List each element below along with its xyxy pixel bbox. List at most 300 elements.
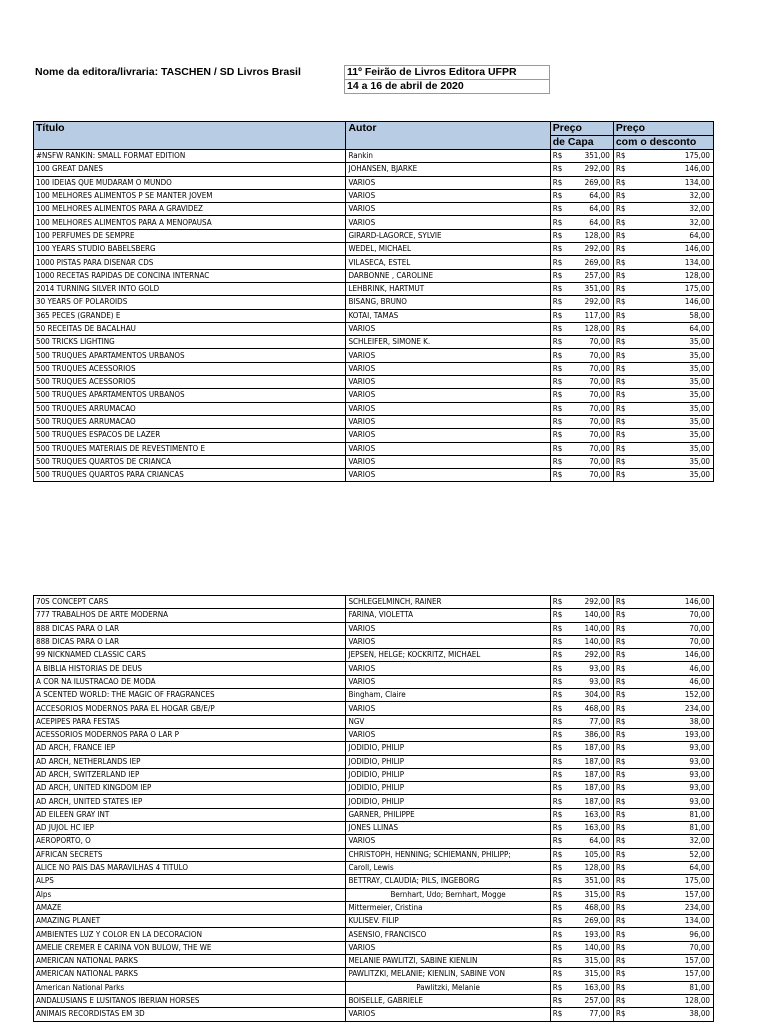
amount: 146,00	[684, 597, 710, 607]
book-title: 365 PECES (GRANDE) E	[34, 309, 346, 322]
book-title: AMBIENTES LUZ Y COLOR EN LA DECORACION	[34, 928, 346, 941]
amount: 35,00	[689, 337, 710, 347]
book-author: VARIOS	[346, 376, 550, 389]
discount-price	[613, 336, 713, 349]
amount: 70,00	[589, 390, 610, 400]
book-title: ALICE NO PAIS DAS MARAVILHAS 4 TITULO	[34, 861, 346, 874]
book-title: A BIBLIA HISTORIAS DE DEUS	[34, 662, 346, 675]
amount: 46,00	[689, 676, 710, 686]
book-author: VARIOS	[346, 349, 550, 362]
currency-symbol: R$	[552, 650, 563, 660]
cover-price	[550, 635, 613, 648]
currency-symbol: R$	[552, 996, 563, 1006]
cover-price	[550, 715, 613, 728]
table-row	[34, 389, 714, 402]
table-row	[34, 994, 714, 1007]
book-author: VARIOS	[346, 442, 550, 455]
currency-symbol: R$	[615, 217, 626, 227]
cover-price	[550, 888, 613, 901]
currency-symbol: R$	[552, 377, 563, 387]
book-title: AD ARCH, UNITED STATES IEP	[34, 795, 346, 808]
cover-price	[550, 702, 613, 715]
discount-price	[613, 715, 713, 728]
currency-symbol: R$	[615, 1009, 626, 1019]
amount: 157,00	[684, 889, 710, 899]
cover-price	[550, 662, 613, 675]
table-row	[34, 768, 714, 781]
table-row	[34, 848, 714, 861]
cover-price	[550, 994, 613, 1007]
book-title: #NSFW RANKIN: SMALL FORMAT EDITION	[34, 150, 346, 163]
table-row	[34, 649, 714, 662]
cover-price	[550, 203, 613, 216]
book-author: VARIOS	[346, 455, 550, 468]
currency-symbol: R$	[552, 390, 563, 400]
discount-price	[613, 822, 713, 835]
discount-price	[613, 649, 713, 662]
table-row	[34, 782, 714, 795]
amount: 152,00	[684, 690, 710, 700]
table-row	[34, 349, 714, 362]
amount: 140,00	[584, 610, 610, 620]
table-row	[34, 968, 714, 981]
amount: 128,00	[584, 863, 610, 873]
amount: 351,00	[584, 284, 610, 294]
currency-symbol: R$	[615, 996, 626, 1006]
table-row	[34, 269, 714, 282]
table-row	[34, 229, 714, 242]
amount: 269,00	[584, 177, 610, 187]
amount: 32,00	[689, 217, 710, 227]
currency-symbol: R$	[552, 836, 563, 846]
book-author: PAWLITZKI, MELANIE; KIENLIN, SABINE VON	[346, 968, 550, 981]
amount: 234,00	[684, 703, 710, 713]
book-title: 99 NICKNAMED CLASSIC CARS	[34, 649, 346, 662]
book-author: BETTRAY, CLAUDIA; PILS, INGEBORG	[346, 875, 550, 888]
amount: 351,00	[584, 876, 610, 886]
currency-symbol: R$	[615, 403, 626, 413]
cover-price	[550, 455, 613, 468]
currency-symbol: R$	[615, 270, 626, 280]
currency-symbol: R$	[615, 623, 626, 633]
currency-symbol: R$	[615, 703, 626, 713]
book-author: VARIOS	[346, 941, 550, 954]
table-row	[34, 243, 714, 256]
amount: 468,00	[584, 703, 610, 713]
book-title: AMAZING PLANET	[34, 915, 346, 928]
currency-symbol: R$	[552, 297, 563, 307]
book-title: 500 TRUQUES APARTAMENTOS URBANOS	[34, 349, 346, 362]
discount-price	[613, 875, 713, 888]
cover-price	[550, 649, 613, 662]
book-author: VARIOS	[346, 702, 550, 715]
table-row	[34, 861, 714, 874]
currency-symbol: R$	[552, 1009, 563, 1019]
discount-price	[613, 376, 713, 389]
discount-price	[613, 848, 713, 861]
book-author: VARIOS	[346, 728, 550, 741]
discount-price	[613, 469, 713, 482]
currency-symbol: R$	[615, 257, 626, 267]
discount-price	[613, 981, 713, 994]
amount: 128,00	[584, 324, 610, 333]
discount-price	[613, 795, 713, 808]
cover-price	[550, 689, 613, 702]
currency-symbol: R$	[615, 470, 626, 480]
amount: 64,00	[589, 217, 610, 227]
amount: 93,00	[689, 743, 710, 753]
amount: 32,00	[689, 191, 710, 201]
book-author: DARBONNE , CAROLINE	[346, 269, 550, 282]
book-title: AMERICAN NATIONAL PARKS	[34, 968, 346, 981]
currency-symbol: R$	[615, 151, 626, 161]
table-row	[34, 282, 714, 295]
amount: 35,00	[689, 390, 710, 400]
cover-price	[550, 808, 613, 821]
table-row	[34, 296, 714, 309]
book-title: 100 YEARS STUDIO BABELSBERG	[34, 243, 346, 256]
amount: 187,00	[584, 783, 610, 793]
cover-price	[550, 469, 613, 482]
currency-symbol: R$	[615, 230, 626, 240]
table-row	[34, 941, 714, 954]
amount: 304,00	[584, 690, 610, 700]
book-title: 100 MELHORES ALIMENTOS PARA A MENOPAUSA	[34, 216, 346, 229]
book-author: KOTAI, TAMAS	[346, 309, 550, 322]
amount: 157,00	[684, 956, 710, 966]
currency-symbol: R$	[552, 310, 563, 320]
currency-symbol: R$	[615, 836, 626, 846]
amount: 70,00	[589, 470, 610, 480]
currency-symbol: R$	[552, 623, 563, 633]
table-row	[34, 955, 714, 968]
book-title: 50 RECEITAS DE BACALHAU	[34, 322, 346, 335]
table-row	[34, 981, 714, 994]
book-author: VARIOS	[346, 662, 550, 675]
table-row	[34, 203, 714, 216]
currency-symbol: R$	[552, 982, 563, 992]
amount: 81,00	[689, 823, 710, 833]
amount: 175,00	[684, 876, 710, 886]
amount: 269,00	[584, 257, 610, 267]
amount: 187,00	[584, 756, 610, 766]
book-author: VARIOS	[346, 402, 550, 415]
book-title: 1000 RECETAS RAPIDAS DE CONCINA INTERNAC	[34, 269, 346, 282]
cover-price	[550, 442, 613, 455]
currency-symbol: R$	[615, 430, 626, 440]
book-author: SCHLEGELMINCH, RAINER	[346, 596, 550, 609]
amount: 128,00	[684, 270, 710, 280]
currency-symbol: R$	[615, 770, 626, 779]
currency-symbol: R$	[552, 204, 563, 214]
book-author: VILASECA, ESTEL	[346, 256, 550, 269]
cover-price	[550, 915, 613, 928]
currency-symbol: R$	[615, 177, 626, 187]
book-title: 70S CONCEPT CARS	[34, 596, 346, 609]
currency-symbol: R$	[615, 796, 626, 806]
amount: 292,00	[584, 650, 610, 660]
currency-symbol: R$	[552, 350, 563, 360]
book-author: JODIDIO, PHILIP	[346, 768, 550, 781]
currency-symbol: R$	[615, 863, 626, 873]
currency-symbol: R$	[615, 730, 626, 740]
currency-symbol: R$	[615, 956, 626, 966]
discount-price	[613, 309, 713, 322]
discount-price	[613, 808, 713, 821]
currency-symbol: R$	[615, 377, 626, 387]
book-title: ALPS	[34, 875, 346, 888]
cover-price	[550, 243, 613, 256]
book-author: CHRISTOPH, HENNING; SCHIEMANN, PHILIPP;	[346, 848, 550, 861]
amount: 35,00	[689, 430, 710, 440]
amount: 70,00	[689, 623, 710, 633]
currency-symbol: R$	[615, 690, 626, 700]
cover-price	[550, 150, 613, 163]
cover-price	[550, 728, 613, 741]
book-author: VARIOS	[346, 362, 550, 375]
book-author: VARIOS	[346, 1008, 550, 1021]
amount: 292,00	[584, 164, 610, 174]
book-title: 888 DICAS PARA O LAR	[34, 622, 346, 635]
currency-symbol: R$	[615, 324, 626, 333]
book-author: FARINA, VIOLETTA	[346, 609, 550, 622]
cover-price	[550, 189, 613, 202]
book-title: 500 TRUQUES MATERIAIS DE REVESTIMENTO E	[34, 442, 346, 455]
amount: 38,00	[689, 716, 710, 726]
currency-symbol: R$	[615, 876, 626, 886]
amount: 32,00	[689, 836, 710, 846]
amount: 146,00	[684, 244, 710, 254]
book-title: A COR NA ILUSTRACAO DE MODA	[34, 675, 346, 688]
currency-symbol: R$	[552, 151, 563, 161]
amount: 292,00	[584, 297, 610, 307]
table-row	[34, 728, 714, 741]
table-row	[34, 662, 714, 675]
currency-symbol: R$	[552, 610, 563, 620]
currency-symbol: R$	[552, 324, 563, 333]
discount-price	[613, 362, 713, 375]
amount: 468,00	[584, 902, 610, 912]
book-author: Bingham, Claire	[346, 689, 550, 702]
amount: 35,00	[689, 456, 710, 466]
table-row	[34, 915, 714, 928]
currency-symbol: R$	[552, 230, 563, 240]
discount-price	[613, 150, 713, 163]
table-row	[34, 596, 714, 609]
currency-symbol: R$	[615, 244, 626, 254]
event-info-box	[344, 65, 550, 94]
discount-price	[613, 402, 713, 415]
cover-price	[550, 389, 613, 402]
discount-price	[613, 216, 713, 229]
currency-symbol: R$	[552, 770, 563, 779]
discount-price	[613, 322, 713, 335]
book-author: GIRARD-LAGORCE, SYLVIE	[346, 229, 550, 242]
amount: 70,00	[589, 363, 610, 373]
currency-symbol: R$	[552, 730, 563, 740]
amount: 187,00	[584, 770, 610, 779]
amount: 46,00	[689, 663, 710, 673]
cover-price	[550, 955, 613, 968]
currency-symbol: R$	[552, 783, 563, 793]
book-title: 1000 PISTAS PARA DISENAR CDS	[34, 256, 346, 269]
amount: 187,00	[584, 796, 610, 806]
book-title: 500 TRUQUES ARRUMACAO	[34, 415, 346, 428]
book-title: 500 TRUQUES ESPACOS DE LAZER	[34, 429, 346, 442]
table-row	[34, 309, 714, 322]
book-author: VARIOS	[346, 622, 550, 635]
table-row	[34, 189, 714, 202]
discount-price	[613, 176, 713, 189]
table-row	[34, 609, 714, 622]
amount: 146,00	[684, 650, 710, 660]
discount-price	[613, 203, 713, 216]
amount: 58,00	[689, 310, 710, 320]
discount-price	[613, 455, 713, 468]
discount-price	[613, 256, 713, 269]
discount-price	[613, 389, 713, 402]
amount: 351,00	[584, 151, 610, 161]
amount: 64,00	[689, 863, 710, 873]
table-row	[34, 256, 714, 269]
cover-price	[550, 968, 613, 981]
currency-symbol: R$	[552, 284, 563, 294]
amount: 38,00	[689, 1009, 710, 1019]
book-title: ANIMAIS RECORDISTAS EM 3D	[34, 1008, 346, 1021]
amount: 32,00	[689, 204, 710, 214]
book-author: VARIOS	[346, 835, 550, 848]
book-author: ASENSIO, FRANCISCO	[346, 928, 550, 941]
book-author: LEHBRINK, HARTMUT	[346, 282, 550, 295]
cover-price	[550, 415, 613, 428]
currency-symbol: R$	[615, 417, 626, 427]
book-title: AD EILEEN GRAY INT	[34, 808, 346, 821]
currency-symbol: R$	[615, 456, 626, 466]
table-row	[34, 216, 714, 229]
cover-price	[550, 429, 613, 442]
table-row	[34, 150, 714, 163]
book-title: 500 TRUQUES APARTAMENTOS URBANOS	[34, 389, 346, 402]
discount-price	[613, 728, 713, 741]
amount: 93,00	[689, 770, 710, 779]
currency-symbol: R$	[552, 902, 563, 912]
book-title: 777 TRABALHOS DE ARTE MODERNA	[34, 609, 346, 622]
book-title: AEROPORTO, O	[34, 835, 346, 848]
currency-symbol: R$	[615, 204, 626, 214]
table-row	[34, 429, 714, 442]
cover-price	[550, 176, 613, 189]
cover-price	[550, 901, 613, 914]
discount-price	[613, 742, 713, 755]
amount: 64,00	[589, 836, 610, 846]
book-title: 888 DICAS PARA O LAR	[34, 635, 346, 648]
discount-price	[613, 994, 713, 1007]
amount: 315,00	[584, 889, 610, 899]
amount: 93,00	[589, 663, 610, 673]
book-author: VARIOS	[346, 216, 550, 229]
amount: 175,00	[684, 284, 710, 294]
currency-symbol: R$	[615, 650, 626, 660]
discount-price	[613, 415, 713, 428]
discount-price	[613, 296, 713, 309]
currency-symbol: R$	[552, 743, 563, 753]
discount-price	[613, 282, 713, 295]
amount: 70,00	[589, 377, 610, 387]
book-author: Bernhart, Udo; Bernhart, Mogge	[346, 888, 550, 901]
cover-price	[550, 941, 613, 954]
currency-symbol: R$	[552, 849, 563, 859]
currency-symbol: R$	[552, 177, 563, 187]
book-title: Alps	[34, 888, 346, 901]
discount-price	[613, 622, 713, 635]
column-header-discount-sub: com o desconto	[613, 136, 713, 150]
amount: 35,00	[689, 470, 710, 480]
discount-price	[613, 269, 713, 282]
amount: 70,00	[589, 456, 610, 466]
cover-price	[550, 163, 613, 176]
currency-symbol: R$	[615, 809, 626, 819]
table-row	[34, 336, 714, 349]
currency-symbol: R$	[552, 690, 563, 700]
amount: 70,00	[589, 417, 610, 427]
discount-price	[613, 835, 713, 848]
currency-symbol: R$	[552, 756, 563, 766]
cover-price	[550, 981, 613, 994]
currency-symbol: R$	[615, 191, 626, 201]
book-author: VARIOS	[346, 176, 550, 189]
amount: 193,00	[684, 730, 710, 740]
table-row	[34, 755, 714, 768]
cover-price	[550, 848, 613, 861]
currency-symbol: R$	[552, 703, 563, 713]
discount-price	[613, 941, 713, 954]
amount: 146,00	[684, 164, 710, 174]
currency-symbol: R$	[552, 863, 563, 873]
table-row	[34, 322, 714, 335]
currency-symbol: R$	[552, 217, 563, 227]
amount: 70,00	[689, 637, 710, 647]
book-author: BOISELLE, GABRIELE	[346, 994, 550, 1007]
currency-symbol: R$	[552, 809, 563, 819]
table-row	[34, 1008, 714, 1021]
cover-price	[550, 229, 613, 242]
amount: 35,00	[689, 363, 710, 373]
cover-price	[550, 402, 613, 415]
book-author: KULISEV. FILIP	[346, 915, 550, 928]
currency-symbol: R$	[615, 164, 626, 174]
currency-symbol: R$	[552, 716, 563, 726]
book-author: JODIDIO, PHILIP	[346, 755, 550, 768]
book-title: American National Parks	[34, 981, 346, 994]
book-title: 100 MELHORES ALIMENTOS P SE MANTER JOVEM	[34, 189, 346, 202]
table-row	[34, 176, 714, 189]
book-author: NGV	[346, 715, 550, 728]
book-title: AD ARCH, FRANCE IEP	[34, 742, 346, 755]
discount-price	[613, 609, 713, 622]
book-title: AFRICAN SECRETS	[34, 848, 346, 861]
table-row	[34, 675, 714, 688]
book-author: JOHANSEN, BJARKE	[346, 163, 550, 176]
event-title: 11º Feirão de Livros Editora UFPR	[344, 65, 550, 80]
cover-price	[550, 609, 613, 622]
cover-price	[550, 835, 613, 848]
discount-price	[613, 861, 713, 874]
amount: 93,00	[689, 796, 710, 806]
currency-symbol: R$	[615, 363, 626, 373]
amount: 315,00	[584, 969, 610, 979]
discount-price	[613, 782, 713, 795]
currency-symbol: R$	[615, 823, 626, 833]
